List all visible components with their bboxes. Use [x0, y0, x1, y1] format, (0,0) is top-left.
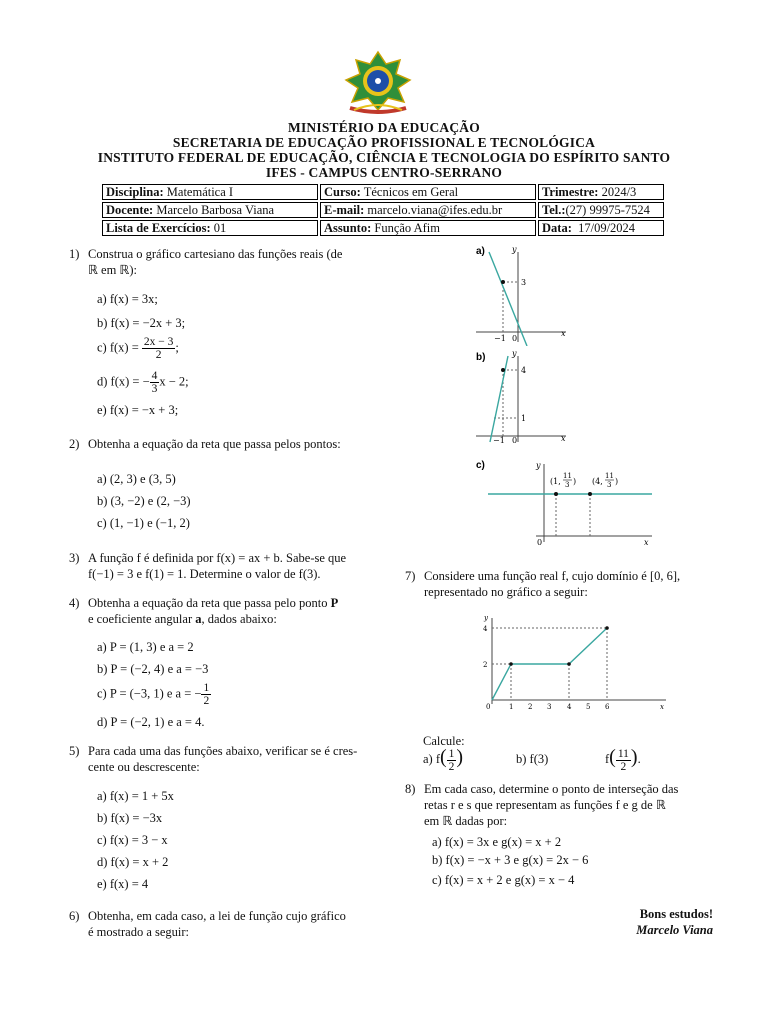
header-institute: INSTITUTO FEDERAL DE EDUCAÇÃO, CIÊNCIA E TECNOLOGIA DO ESPÍRITO SANTO	[97, 150, 671, 165]
q1-item-b: b) f(x) = −2x + 3;	[97, 316, 186, 330]
q5-item-b: b) f(x) = −3x	[97, 811, 163, 825]
q2-item-b: b) (3, −2) e (2, −3)	[97, 494, 191, 508]
q8-item-b: b) f(x) = −x + 3 e g(x) = 2x − 6	[432, 853, 589, 867]
graph-b-label: b)	[476, 352, 486, 363]
svg-text:−1: −1	[494, 334, 506, 343]
header-ministry: MINISTÉRIO DA EDUCAÇÃO	[288, 120, 480, 135]
svg-text:5: 5	[586, 703, 591, 711]
svg-text:11: 11	[605, 472, 614, 480]
svg-text:): )	[615, 477, 619, 486]
svg-text:2: 2	[483, 661, 488, 669]
q5-item-d: d) f(x) = x + 2	[97, 855, 169, 869]
q1-item-c: c) f(x) = $\frac{2x - 3}{2}$ ;	[97, 336, 179, 361]
svg-text:x: x	[660, 703, 664, 711]
q7-calcule: Calcule:	[423, 734, 465, 748]
lista-cell: Lista de Exercícios: 01	[102, 220, 318, 236]
footer-signature: Marcelo Viana	[636, 923, 713, 937]
svg-text:2: 2	[528, 703, 533, 711]
data-cell: Data: 17/09/2024	[538, 220, 664, 236]
svg-text:y: y	[536, 461, 541, 470]
svg-text:0: 0	[537, 538, 543, 547]
svg-text:y: y	[512, 245, 517, 254]
graph-c-point1: (1,	[550, 477, 561, 486]
coat-of-arms-emblem	[340, 50, 416, 114]
svg-text:1: 1	[521, 414, 527, 423]
svg-text:4: 4	[567, 703, 572, 711]
q8-item-c: c) f(x) = x + 2 e g(x) = x − 4	[432, 873, 575, 887]
svg-text:6: 6	[605, 703, 610, 711]
svg-text:4: 4	[483, 625, 488, 633]
docente-cell: Docente: Marcelo Barbosa Viana	[102, 202, 318, 218]
svg-text:0: 0	[512, 436, 518, 444]
graph-a-label: a)	[476, 246, 485, 257]
document-page: MINISTÉRIO DA EDUCAÇÃO SECRETARIA DE EDUCAÇÃO PROFISSIONAL E TECNOLÓGICA INSTITUTO FEDERAL DE EDUCAÇÃO, CIÊNCIA E TECNOLOGIA DO ESPÍRITO SANTO IFES - CAMPUS CENTRO-SERRANO Disciplina: Matemática I Curso: Técnicos em Geral Trimestre: 2024/3 Docente: Marcelo Barbosa Viana E-mail: marcelo.viana@ifes.edu.br Tel.:(27) 99975-7524 Lista de Exercícios: 01 Assunto: Função Afim Data: 17/09/2024 1) Construa o gráfico cartesiano das funções reais (de ℝ em ℝ): a) f(x) = 3x; b) f(x) = −2x + 3; c) f(x) = $\frac{2x - 3}{2}$ ; d) f(x) = − $\frac{4}{3}$ x − 2; e) f(x) = −x + 3; 2) Obtenha a equação da reta que passa pelos pontos: a) (2, 3) e (3, 5) b) (3, −2) e (2, −3) c) (1, −1) e (−1, 2) 3) A função f é definida por f(x) = ax + b. Sabe-se que f(−1) = 3 e f(1) = 1. Determine o valor de f(3). 4) Obtenha a equação da reta que passa pelo ponto P e coeficiente angular a, dados abaixo: a) P = (1, 3) e a = 2 b) P = (−2, 4) e a = −3 c) P = (−3, 1) e a = − $\frac{1}{2}$ d) P = (−2, 1) e a = 4. 5) Para cada uma das funções abaixo, verificar se é cres- cente ou descrescente: a) f(x) = 1 + 5x b) f(x) = −3x c) f(x) = 3 − x d) f(x) = x + 2 e) f(x) = 4 6) Obtenha, em cada caso, a lei de função cujo gráfico é mostrado a seguir: a) x y 3 −1 0 b) x y 4 1 −1 0 c) x y (1, 11 3 ) (4, 11 3 ) 0 7) Considere uma função real f, cujo domínio é [0, 6], representado no gráfico a seguir: x y 4 2 0 1 2 3 4 5 6 Calcule: a) f( $\frac{1}{2}$ ) b) f(3) f( $\frac{11}{2}$ ). 8) Em cada caso, determine o ponto de interseção das retas r e s que representam as funções f e g de ℝ em ℝ dadas por: a) f(x) = 3x e g(x) = x + 2 b) f(x) = −x + 3 e g(x) = 2x − 6 c) f(x) = x + 2 e g(x) = x − 4 Bons estudos! Marcelo Viana	[0, 0, 768, 1024]
svg-text:0: 0	[512, 334, 518, 343]
header-campus: IFES - CAMPUS CENTRO-SERRANO	[265, 165, 503, 180]
q1-item-a: a) f(x) = 3x;	[97, 292, 158, 306]
header-secretariat: SECRETARIA DE EDUCAÇÃO PROFISSIONAL E TECNOLÓGICA	[172, 135, 596, 150]
trimestre-cell: Trimestre: 2024/3	[538, 184, 664, 200]
q2-item-a: a) (2, 3) e (3, 5)	[97, 472, 176, 486]
svg-text:11: 11	[563, 472, 572, 480]
svg-text:): )	[573, 477, 577, 486]
svg-text:y: y	[512, 349, 517, 358]
graph-q7	[480, 612, 670, 712]
svg-text:3: 3	[607, 481, 612, 489]
q7-item-c: f( $\frac{11}{2}$ ).	[605, 746, 641, 773]
assunto-cell: Assunto: Função Afim	[320, 220, 536, 236]
tel-cell: Tel.:(27) 99975-7524	[538, 202, 664, 218]
q7-item-b: b) f(3)	[516, 752, 549, 766]
q1-item-e: e) f(x) = −x + 3;	[97, 403, 179, 417]
course-info-table	[100, 182, 666, 238]
q5-item-e: e) f(x) = 4	[97, 877, 149, 891]
graph-c	[476, 456, 656, 548]
q4-item-d: d) P = (−2, 1) e a = 4.	[97, 715, 205, 729]
svg-text:3: 3	[521, 278, 527, 287]
footer-bons-estudos: Bons estudos!	[639, 907, 713, 921]
graph-a	[476, 242, 572, 346]
svg-text:0: 0	[486, 703, 491, 711]
svg-text:3: 3	[547, 703, 552, 711]
svg-text:3: 3	[565, 481, 570, 489]
q2-item-c: c) (1, −1) e (−1, 2)	[97, 516, 190, 530]
q7-item-a: a) f( $\frac{1}{2}$ )	[423, 746, 464, 773]
disciplina-cell: Disciplina: Matemática I	[102, 184, 318, 200]
q4-item-a: a) P = (1, 3) e a = 2	[97, 640, 194, 654]
graph-b-line	[490, 356, 508, 442]
graph-b	[476, 348, 572, 444]
q8-item-a: a) f(x) = 3x e g(x) = x + 2	[432, 835, 562, 849]
svg-text:x: x	[644, 538, 649, 547]
svg-text:1: 1	[509, 703, 514, 711]
svg-text:x: x	[561, 329, 566, 338]
q4-item-c: c) P = (−3, 1) e a = − $\frac{1}{2}$	[97, 682, 210, 707]
svg-text:−1: −1	[493, 436, 505, 444]
q5-item-c: c) f(x) = 3 − x	[97, 833, 168, 847]
email-cell: E-mail: marcelo.viana@ifes.edu.br	[320, 202, 536, 218]
svg-text:y: y	[484, 614, 488, 622]
graph-c-label: c)	[476, 460, 485, 471]
svg-text:x: x	[561, 434, 566, 443]
graph-c-point2: (4,	[592, 477, 603, 486]
q4-item-b: b) P = (−2, 4) e a = −3	[97, 662, 209, 676]
curso-cell: Curso: Técnicos em Geral	[320, 184, 536, 200]
q1-item-d: d) f(x) = − $\frac{4}{3}$ x − 2;	[97, 370, 189, 395]
q5-item-a: a) f(x) = 1 + 5x	[97, 789, 174, 803]
svg-text:4: 4	[521, 366, 527, 375]
